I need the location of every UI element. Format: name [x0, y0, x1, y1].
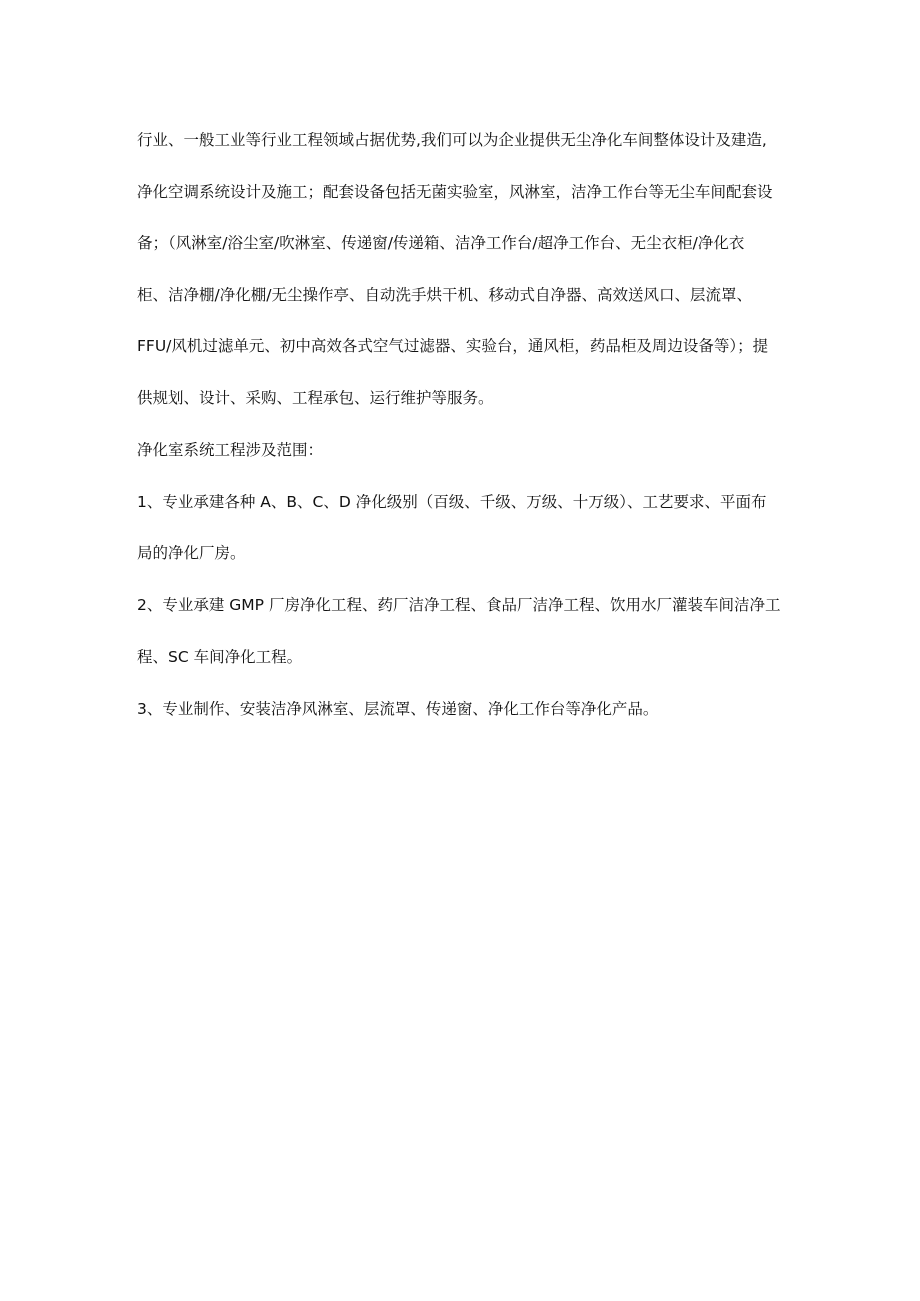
intro-line: 净化空调系统设计及施工；配套设备包括无菌实验室，风淋室，洁净工作台等无尘车间配套设 [137, 182, 773, 201]
scope-heading: 净化室系统工程涉及范围： [137, 440, 324, 459]
scope-item-line: 2、专业承建 GMP 厂房净化工程、药厂洁净工程、食品厂洁净工程、饮用水厂灌装车间洁净工 [137, 596, 781, 614]
scope-item-1 [137, 486, 787, 571]
intro-line: 行业、一般工业等行业工程领域占据优势,我们可以为企业提供无尘净化车间整体设计及建造, [137, 131, 767, 149]
scope-heading-paragraph [137, 434, 787, 467]
intro-line: FFU/风机过滤单元、初中高效各式空气过滤器、实验台，通风柜，药品柜及周边设备等）；提 [137, 337, 769, 355]
document-body [137, 124, 787, 726]
intro-line: 备；（风淋室/浴尘室/吹淋室、传递窗/传递箱、洁净工作台/超净工作台、无尘衣柜/净化衣 [137, 234, 745, 252]
scope-item-line: 1、专业承建各种 A、B、C、D 净化级别（百级、千级、万级、十万级）、工艺要求、平面布 [137, 492, 767, 511]
scope-item-line: 局的净化厂房。 [137, 544, 246, 562]
intro-line: 供规划、设计、采购、工程承包、运行维护等服务。 [137, 388, 494, 407]
intro-paragraph [137, 124, 787, 415]
scope-item-2 [137, 589, 787, 674]
scope-item-3 [137, 693, 787, 726]
intro-line: 柜、洁净棚/净化棚/无尘操作亭、自动洗手烘干机、移动式自净器、高效送风口、层流罩、 [137, 285, 752, 304]
scope-item-line: 程、SC 车间净化工程。 [137, 647, 303, 666]
scope-item-line: 3、专业制作、安装洁净风淋室、层流罩、传递窗、净化工作台等净化产品。 [137, 699, 659, 718]
